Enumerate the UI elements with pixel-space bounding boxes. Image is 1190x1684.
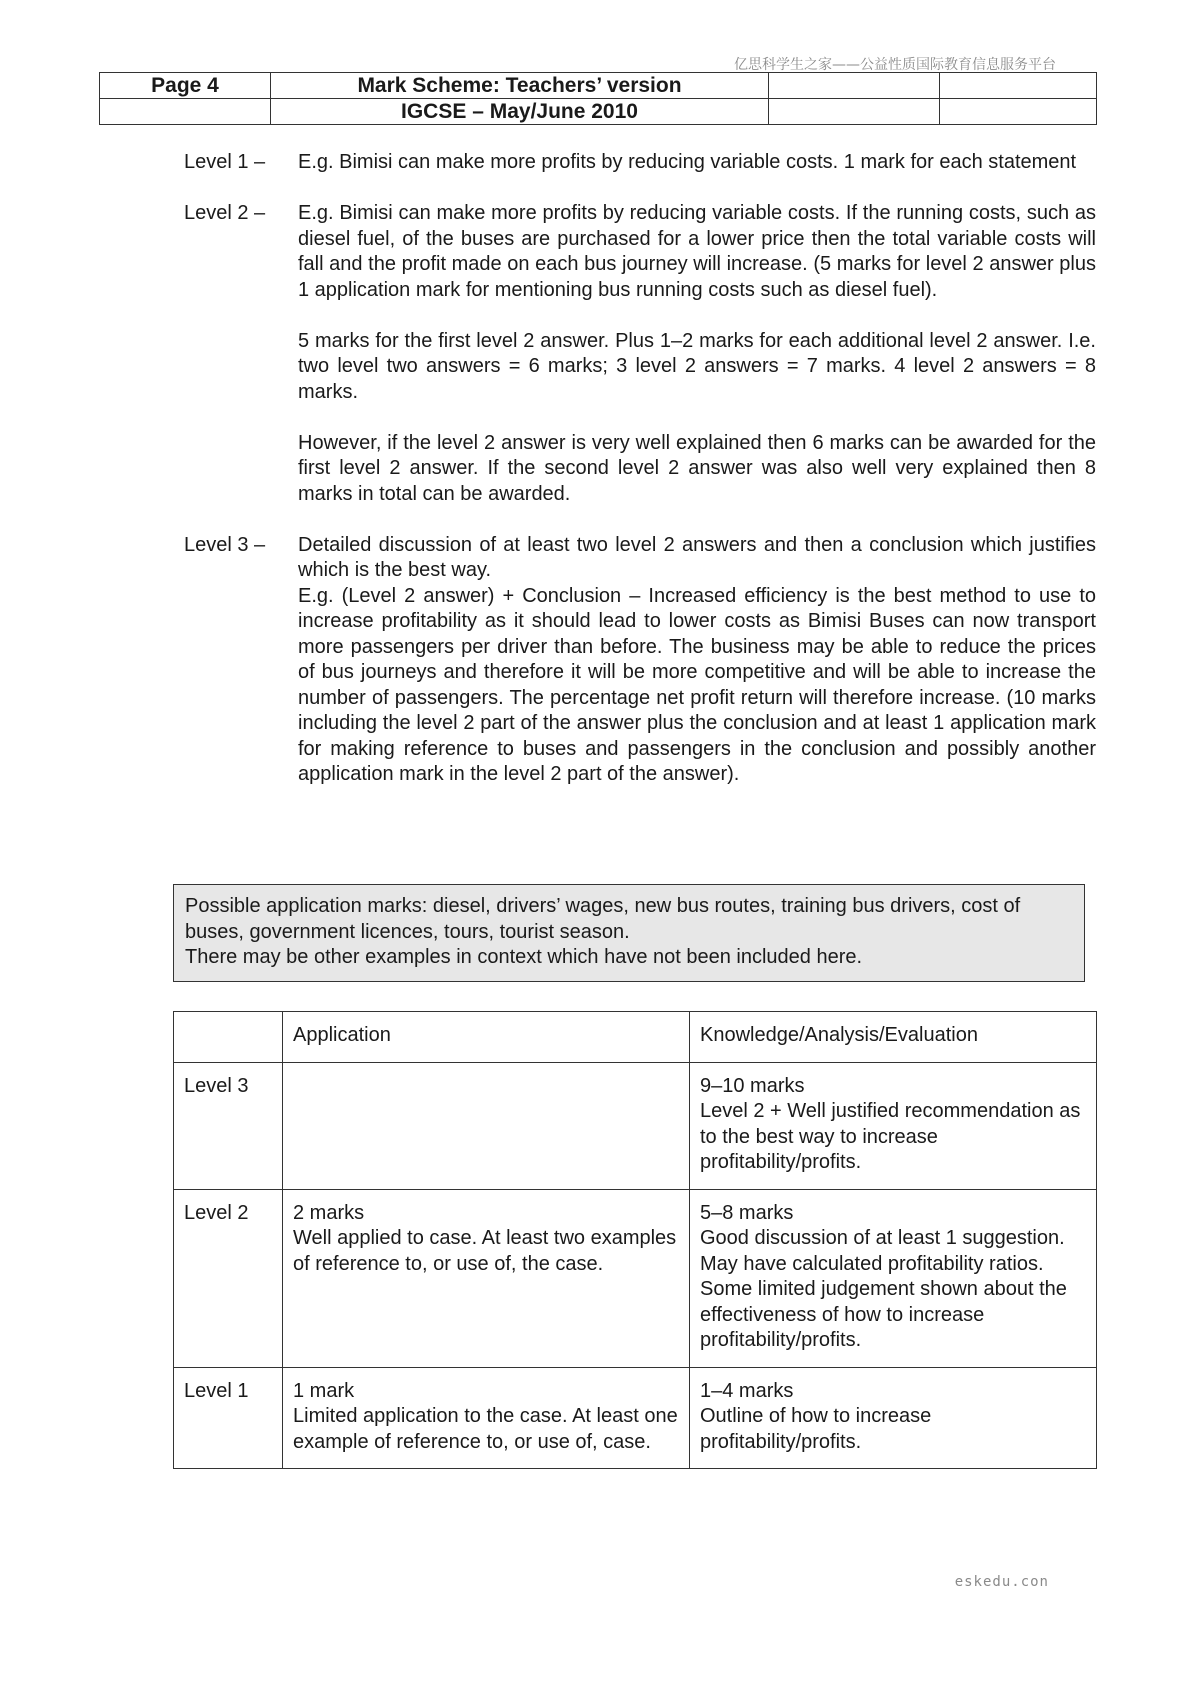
mark-scheme-body [0,150,1190,788]
level-label: Level 2 – [184,202,266,224]
header-empty-cell [769,99,940,125]
application-cell [283,1062,690,1189]
marks-range: 2 marks [293,1201,365,1224]
application-marks-text: Possible application marks: diesel, drivers’ wages, new bus routes, training bus drivers, cost of buses, government licences, tours, tourist season. [185,895,1021,943]
watermark-text: 亿思科学生之家——公益性质国际教育信息服务平台 [734,57,1056,73]
header-empty-cell [940,99,1097,125]
criteria-text: Well applied to case. At least two examples of reference to, or use of, the case. [293,1227,677,1275]
criteria-text: Good discussion of at least 1 suggestion. [700,1227,1065,1249]
table-row [174,1189,1097,1367]
level-label: Level 3 – [184,533,266,556]
page-number: Page 4 [100,73,271,99]
table-row [174,1367,1097,1469]
level-2-paragraph: 5 marks for the first level 2 answer. Plus 1–2 marks for each additional level 2 answer. I.e. two level two answers = 6 marks; 3 level 2 answers = 7 marks. 4 level 2 answers = 8 marks. [298,329,1096,403]
level-3-paragraph: E.g. (Level 2 answer) + Conclusion – Increased efficiency is the best method to use to increase profitability as it should lead to lower costs as Bimisi Buses can now transport more passengers per driver than before. The business may be able to reduce the prices of bus journeys and therefore it will be more competitive and will be able to increase the number of passengers. The percentage net profit return will therefore increase. (10 marks including the level 2 part of the answer plus the conclusion and at least 1 application mark for making reference to buses and passengers in the conclusion and possibly another application mark in the level 2 part of the answer). [298,584,1096,785]
level-cell: Level 3 [174,1062,283,1189]
marks-range: 5–8 marks [700,1201,794,1224]
level-cell: Level 1 [174,1367,283,1469]
kae-cell [690,1367,1097,1469]
kae-cell [690,1189,1097,1367]
application-cell [283,1189,690,1367]
criteria-text: Limited application to the case. At least one example of reference to, or use of, case. [293,1405,678,1453]
criteria-text: Level 2 + Well justified recommendation as to the best way to increase profitability/profits. [700,1100,1081,1173]
table-header-cell: Application [283,1012,690,1063]
criteria-text: Some limited judgement shown about the effectiveness of how to increase profitability/profits. [700,1278,1067,1351]
level-1-text: E.g. Bimisi can make more profits by reducing variable costs. 1 mark for each statement [298,151,1077,173]
level-1-section [184,150,1096,176]
exam-session: IGCSE – May/June 2010 [271,99,769,125]
application-marks-note: There may be other examples in context which have not been included here. [185,946,863,968]
criteria-text: May have calculated profitability ratios. [700,1252,1044,1275]
page-header-table [99,72,1097,125]
level-2-section [184,201,1096,507]
page-title: Mark Scheme: Teachers’ version [271,73,769,99]
table-row [174,1062,1097,1189]
table-header-cell [174,1012,283,1063]
level-2-paragraph: However, if the level 2 answer is very well explained then 6 marks can be awarded for the first level 2 answer. If the second level 2 answer was also well very explained then 8 marks in total can be awarded. [298,431,1096,505]
level-2-paragraph: E.g. Bimisi can make more profits by reducing variable costs. If the running costs, such as diesel fuel, of the buses are purchased for a lower price then the total variable costs will fall and the profit made on each bus journey will increase. (5 marks for level 2 answer plus 1 application mark for mentioning bus running costs such as diesel fuel). [298,202,1096,301]
footer-watermark: eskedu.con [954,1574,1049,1590]
level-label: Level 1 – [184,151,266,173]
application-cell [283,1367,690,1469]
level-3-paragraph: Detailed discussion of at least two level 2 answers and then a conclusion which justifies which is the best way. [298,533,1096,581]
marks-range: 1 mark [293,1379,355,1402]
application-marks-box [173,884,1085,982]
level-cell: Level 2 [174,1189,283,1367]
kae-cell [690,1062,1097,1189]
level-3-section [184,533,1096,788]
criteria-text: Outline of how to increase profitability/profits. [700,1405,932,1453]
marks-range: 9–10 marks [700,1074,805,1097]
marks-range: 1–4 marks [700,1379,794,1402]
marking-grid-table [173,1011,1097,1469]
header-empty-cell [769,73,940,99]
table-header-row [174,1012,1097,1063]
header-empty-cell [100,99,271,125]
table-header-cell: Knowledge/Analysis/Evaluation [690,1012,1097,1063]
header-empty-cell [940,73,1097,99]
